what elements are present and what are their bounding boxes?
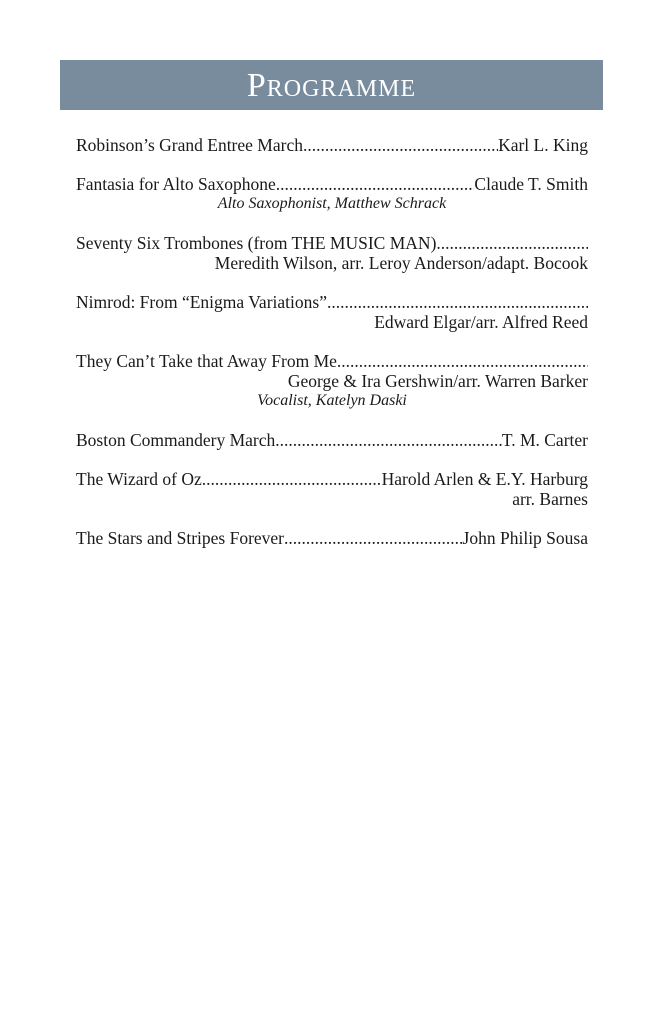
piece-title: Fantasia for Alto Saxophone (76, 174, 276, 194)
program-list (76, 135, 588, 567)
piece-composer: George & Ira Gershwin/arr. Warren Barker (287, 371, 588, 391)
piece-title: They Can’t Take that Away From Me (76, 351, 337, 371)
program-entry (76, 135, 588, 155)
program-entry (76, 528, 588, 548)
piece-composer: Edward Elgar/arr. Alfred Reed (374, 312, 588, 332)
entry-line (76, 174, 588, 194)
entry-line (76, 351, 588, 371)
program-entry (76, 469, 588, 509)
dot-leader (303, 135, 498, 155)
entry-line (76, 233, 588, 253)
entry-line (76, 469, 588, 489)
program-entry (76, 430, 588, 450)
soloist-credit: Alto Saxophonist, Matthew Schrack (217, 195, 447, 212)
entry-line (76, 430, 588, 450)
programme-banner (60, 60, 603, 110)
program-entry (76, 292, 588, 332)
soloist-credit: Vocalist, Katelyn Daski (257, 392, 407, 409)
piece-title: Nimrod: From “Enigma Variations” (76, 292, 327, 312)
piece-composer: Claude T. Smith (474, 174, 588, 194)
dot-leader (436, 233, 588, 253)
dot-leader (327, 292, 588, 312)
program-entry (76, 233, 588, 273)
piece-composer: John Philip Sousa (462, 528, 588, 548)
program-entry (76, 174, 588, 214)
piece-title: The Wizard of Oz (76, 469, 202, 489)
piece-title: Seventy Six Trombones (from THE MUSIC MAN) (76, 233, 437, 253)
piece-composer: Harold Arlen & E.Y. Harburg (381, 469, 588, 489)
dot-leader (337, 351, 588, 371)
piece-composer: T. M. Carter (501, 430, 588, 450)
piece-composer: Karl L. King (498, 135, 588, 155)
piece-title: The Stars and Stripes Forever (76, 528, 285, 548)
entry-line (76, 528, 588, 548)
program-entry (76, 351, 588, 411)
piece-title: Robinson’s Grand Entree March (76, 135, 303, 155)
dot-leader (275, 430, 502, 450)
entry-line (76, 135, 588, 155)
piece-title: Boston Commandery March (76, 430, 276, 450)
dot-leader (284, 528, 463, 548)
dot-leader (202, 469, 382, 489)
piece-composer: Meredith Wilson, arr. Leroy Anderson/adapt. Bocook (214, 253, 588, 273)
dot-leader (276, 174, 475, 194)
page-title: Programme (246, 67, 417, 104)
piece-arranger: arr. Barnes (512, 489, 588, 509)
entry-line (76, 292, 588, 312)
